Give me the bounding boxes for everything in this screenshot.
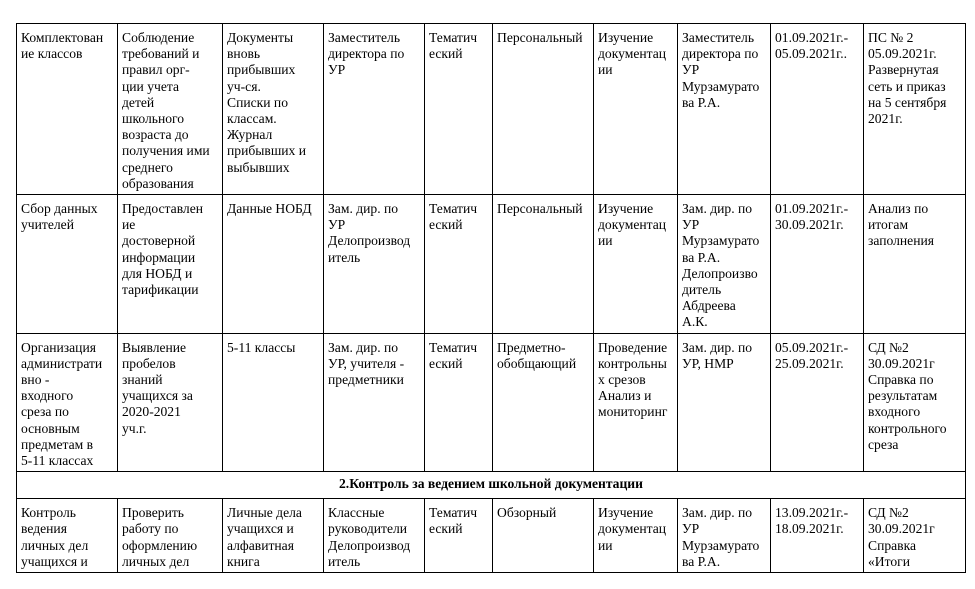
- cell-result: СД №2 30.09.2021г Справка по результатам входного контрольного среза: [864, 333, 966, 472]
- cell-responsible: Зам. дир. по УР Мурзамурато ва Р.А. Делопроизво дитель Абдреева А.К.: [678, 195, 771, 334]
- cell-object: 5-11 классы: [223, 333, 324, 472]
- cell-kind: Тематич еский: [425, 499, 493, 573]
- cell-dates: 01.09.2021г.- 05.09.2021г..: [771, 24, 864, 195]
- cell-result: СД №2 30.09.2021г Справка «Итоги: [864, 499, 966, 573]
- section-title: 2.Контроль за ведением школьной документации: [17, 472, 966, 499]
- cell-topic: Контроль ведения личных дел учащихся и: [17, 499, 118, 573]
- cell-subject: Зам. дир. по УР Делопроизвод итель: [324, 195, 425, 334]
- section-header-row: [17, 472, 966, 499]
- cell-subject: Классные руководители Делопроизвод итель: [324, 499, 425, 573]
- cell-goal: Проверить работу по оформлению личных дел: [118, 499, 223, 573]
- cell-form: Персональный: [493, 24, 594, 195]
- cell-method: Изучение документац ии: [594, 195, 678, 334]
- cell-object: Документы вновь прибывших уч-ся. Списки по классам. Журнал прибывших и выбывших: [223, 24, 324, 195]
- cell-responsible: Зам. дир. по УР Мурзамурато ва Р.А.: [678, 499, 771, 573]
- cell-object: Личные дела учащихся и алфавитная книга: [223, 499, 324, 573]
- cell-method: Изучение документац ии: [594, 24, 678, 195]
- control-plan-table: [16, 23, 966, 573]
- cell-kind: Тематич еский: [425, 333, 493, 472]
- cell-topic: Комплектован ие классов: [17, 24, 118, 195]
- cell-topic: Организация администрати вно - входного среза по основным предметам в 5-11 классах: [17, 333, 118, 472]
- cell-result: ПС № 2 05.09.2021г. Развернутая сеть и приказ на 5 сентября 2021г.: [864, 24, 966, 195]
- cell-form: Персональный: [493, 195, 594, 334]
- cell-subject: Заместитель директора по УР: [324, 24, 425, 195]
- cell-topic: Сбор данных учителей: [17, 195, 118, 334]
- cell-goal: Предоставлен ие достоверной информации для НОБД и тарификации: [118, 195, 223, 334]
- cell-subject: Зам. дир. по УР, учителя - предметники: [324, 333, 425, 472]
- cell-dates: 01.09.2021г.- 30.09.2021г.: [771, 195, 864, 334]
- table-row: [17, 24, 966, 195]
- cell-responsible: Зам. дир. по УР, НМР: [678, 333, 771, 472]
- cell-form: Предметно- обобщающий: [493, 333, 594, 472]
- table-row: [17, 333, 966, 472]
- cell-method: Изучение документац ии: [594, 499, 678, 573]
- cell-form: Обзорный: [493, 499, 594, 573]
- cell-dates: 13.09.2021г.- 18.09.2021г.: [771, 499, 864, 573]
- cell-responsible: Заместитель директора по УР Мурзамурато ва Р.А.: [678, 24, 771, 195]
- cell-object: Данные НОБД: [223, 195, 324, 334]
- cell-dates: 05.09.2021г.- 25.09.2021г.: [771, 333, 864, 472]
- cell-result: Анализ по итогам заполнения: [864, 195, 966, 334]
- cell-goal: Соблюдение требований и правил орг- ции учета детей школьного возраста до получения ими среднего образования: [118, 24, 223, 195]
- cell-method: Проведение контрольны х срезов Анализ и мониторинг: [594, 333, 678, 472]
- cell-goal: Выявление пробелов знаний учащихся за 2020-2021 уч.г.: [118, 333, 223, 472]
- cell-kind: Тематич еский: [425, 195, 493, 334]
- table-row: [17, 499, 966, 573]
- cell-kind: Тематич еский: [425, 24, 493, 195]
- table-row: [17, 195, 966, 334]
